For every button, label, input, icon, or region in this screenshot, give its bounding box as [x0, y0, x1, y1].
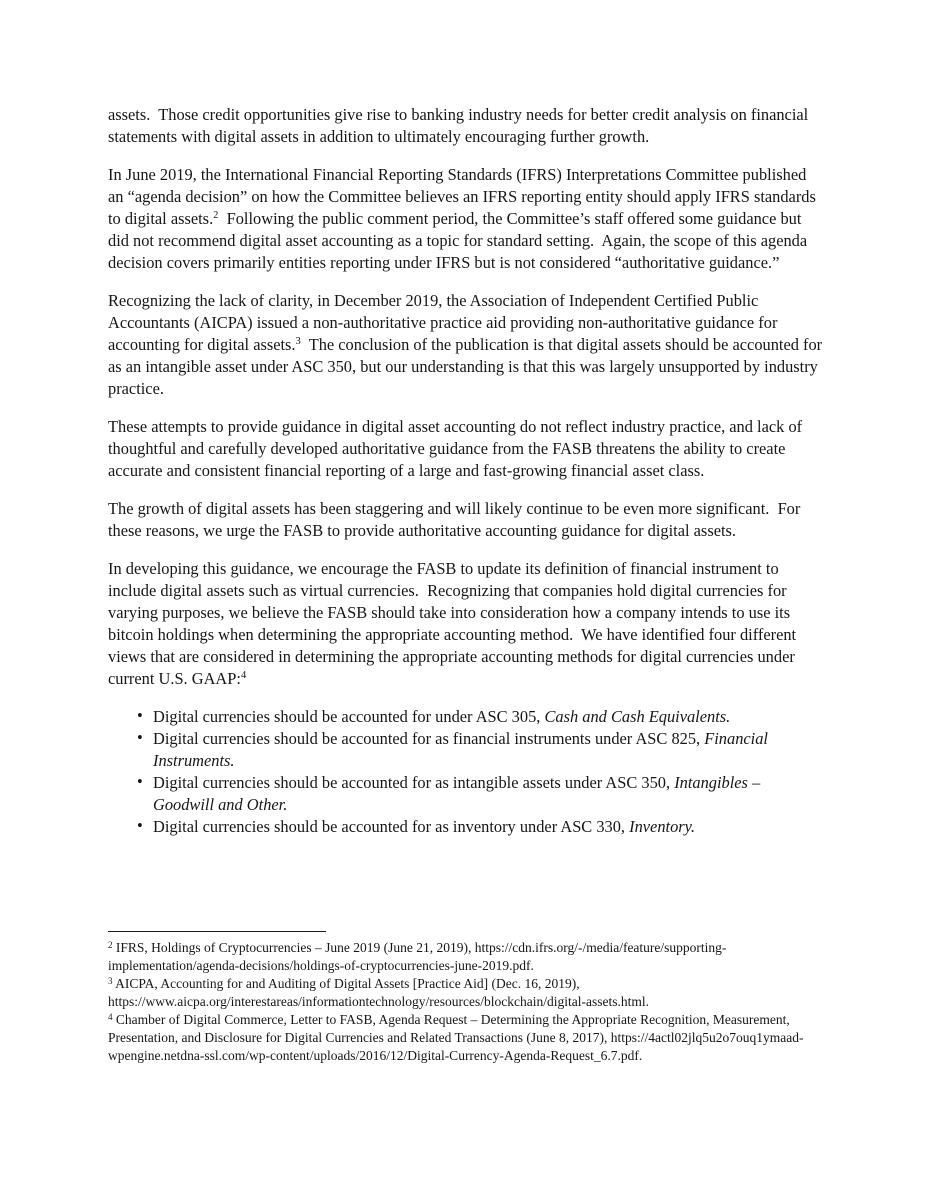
bullet-item-1 — [108, 706, 824, 728]
bullet-icon: • — [137, 816, 143, 835]
bullet-item-3-text: Digital currencies should be accounted for as intangible assets under ASC 350, — [153, 773, 675, 792]
paragraph-5 — [108, 498, 824, 542]
paragraph-1 — [108, 104, 824, 148]
bullet-item-4 — [108, 816, 824, 838]
footnote-separator — [108, 931, 326, 932]
bullet-item-3-citation: Intangibles – Goodwill and Other. — [153, 773, 765, 814]
bullet-item-1-citation: Cash and Cash Equivalents. — [544, 707, 731, 726]
bullet-item-4-text: Digital currencies should be accounted for as inventory under ASC 330, — [153, 817, 630, 836]
paragraph-2-text-continued: Following the public comment period, the Committee’s staff offered some guidance but did not recommend digital asset accounting as a topic for standard setting. Again, the scope of this agenda decision covers primarily entities reporting under IFRS but is not considered “authoritative guidance.” — [108, 209, 812, 272]
paragraph-6-text: In developing this guidance, we encourage the FASB to update its definition of financial instrument to include digital assets such as virtual currencies. Recognizing that companies hold digital currencies for varying purposes, we believe the FASB should take into consideration how a company intends to use its bitcoin holdings when determining the appropriate accounting method. We have identified four different views that are considered in determining the appropriate accounting methods for digital currencies under current U.S. GAAP: — [108, 559, 801, 688]
bullet-list — [108, 706, 824, 838]
bullet-item-4-citation: Inventory. — [629, 817, 696, 836]
paragraph-3 — [108, 290, 827, 400]
bullet-icon: • — [137, 706, 143, 725]
footnote-2-text: IFRS, Holdings of Cryptocurrencies – June 2019 (June 21, 2019), https://cdn.ifrs.org/-/media/feature/supporting-implementation/agenda-decisions/holdings-of-cryptocurrencies-june-2019.pdf. — [108, 940, 727, 973]
paragraph-6 — [108, 558, 824, 690]
footnote-3-number: 3 — [108, 976, 113, 986]
footnotes-section — [108, 931, 824, 1065]
bullet-icon: • — [137, 772, 143, 791]
paragraph-2 — [108, 164, 824, 274]
bullet-item-2-text: Digital currencies should be accounted for as financial instruments under ASC 825, — [153, 729, 705, 748]
footnote-4-number: 4 — [108, 1012, 113, 1022]
bullet-item-3 — [108, 772, 824, 816]
footnote-2 — [108, 939, 824, 975]
footnote-4 — [108, 1011, 824, 1065]
bullet-item-1-text: Digital currencies should be accounted for under ASC 305, — [153, 707, 545, 726]
paragraph-3-text: Recognizing the lack of clarity, in December 2019, the Association of Independent Certified Public Accountants (AICPA) issued a non-authoritative practice aid providing non-authoritative guidance for accounting for digital assets. — [108, 291, 782, 354]
bullet-icon: • — [137, 728, 143, 747]
paragraph-1-text: assets. Those credit opportunities give rise to banking industry needs for better credit analysis on financial statements with digital assets in addition to ultimately encouraging further growth. — [108, 105, 813, 146]
paragraph-4 — [108, 416, 824, 482]
footnote-3-text: AICPA, Accounting for and Auditing of Digital Assets [Practice Aid] (Dec. 16, 2019), https://www.aicpa.org/interestareas/informationtechnology/resources/blockchain/digital-assets.html. — [108, 976, 649, 1009]
footnote-3 — [108, 975, 824, 1011]
footnote-ref-4: 4 — [240, 670, 247, 681]
paragraph-4-text: These attempts to provide guidance in digital asset accounting do not reflect industry practice, and lack of thoughtful and carefully developed authoritative guidance from the FASB threatens the ability to create accurate and consistent financial reporting of a large and fast-growing financial asset class. — [108, 417, 807, 480]
footnote-ref-2: 2 — [213, 210, 219, 221]
paragraph-2-text: In June 2019, the International Financial Reporting Standards (IFRS) Interpretations Committee published an “agenda decision” on how the Committee believes an IFRS reporting entity should apply IFRS standards to digital assets. — [108, 165, 820, 228]
paragraph-5-text: The growth of digital assets has been staggering and will likely continue to be even more significant. For these reasons, we urge the FASB to provide authoritative accounting guidance for digital assets. — [108, 499, 805, 540]
footnote-4-text: Chamber of Digital Commerce, Letter to FASB, Agenda Request – Determining the Appropriate Recognition, Measurement, Presentation, and Disclosure for Digital Currencies and Related Transactions (June 8, 2017), https://4actl02jlq5u2o7ouq1ymaad-wpengine.netdna-ssl.com/wp-content/uploads/2016/12/Digital-Currency-Agenda-Request_6.7.pdf. — [108, 1012, 804, 1063]
footnote-ref-3: 3 — [295, 336, 301, 347]
footnote-2-number: 2 — [108, 940, 113, 950]
bullet-item-2-citation: Financial Instruments. — [153, 729, 773, 770]
paragraph-3-text-continued: The conclusion of the publication is that digital assets should be accounted for as an intangible asset under ASC 350, but our understanding is that this was largely unsupported by industry practice. — [108, 335, 827, 398]
bullet-item-2 — [108, 728, 824, 772]
letter-body — [108, 104, 827, 838]
